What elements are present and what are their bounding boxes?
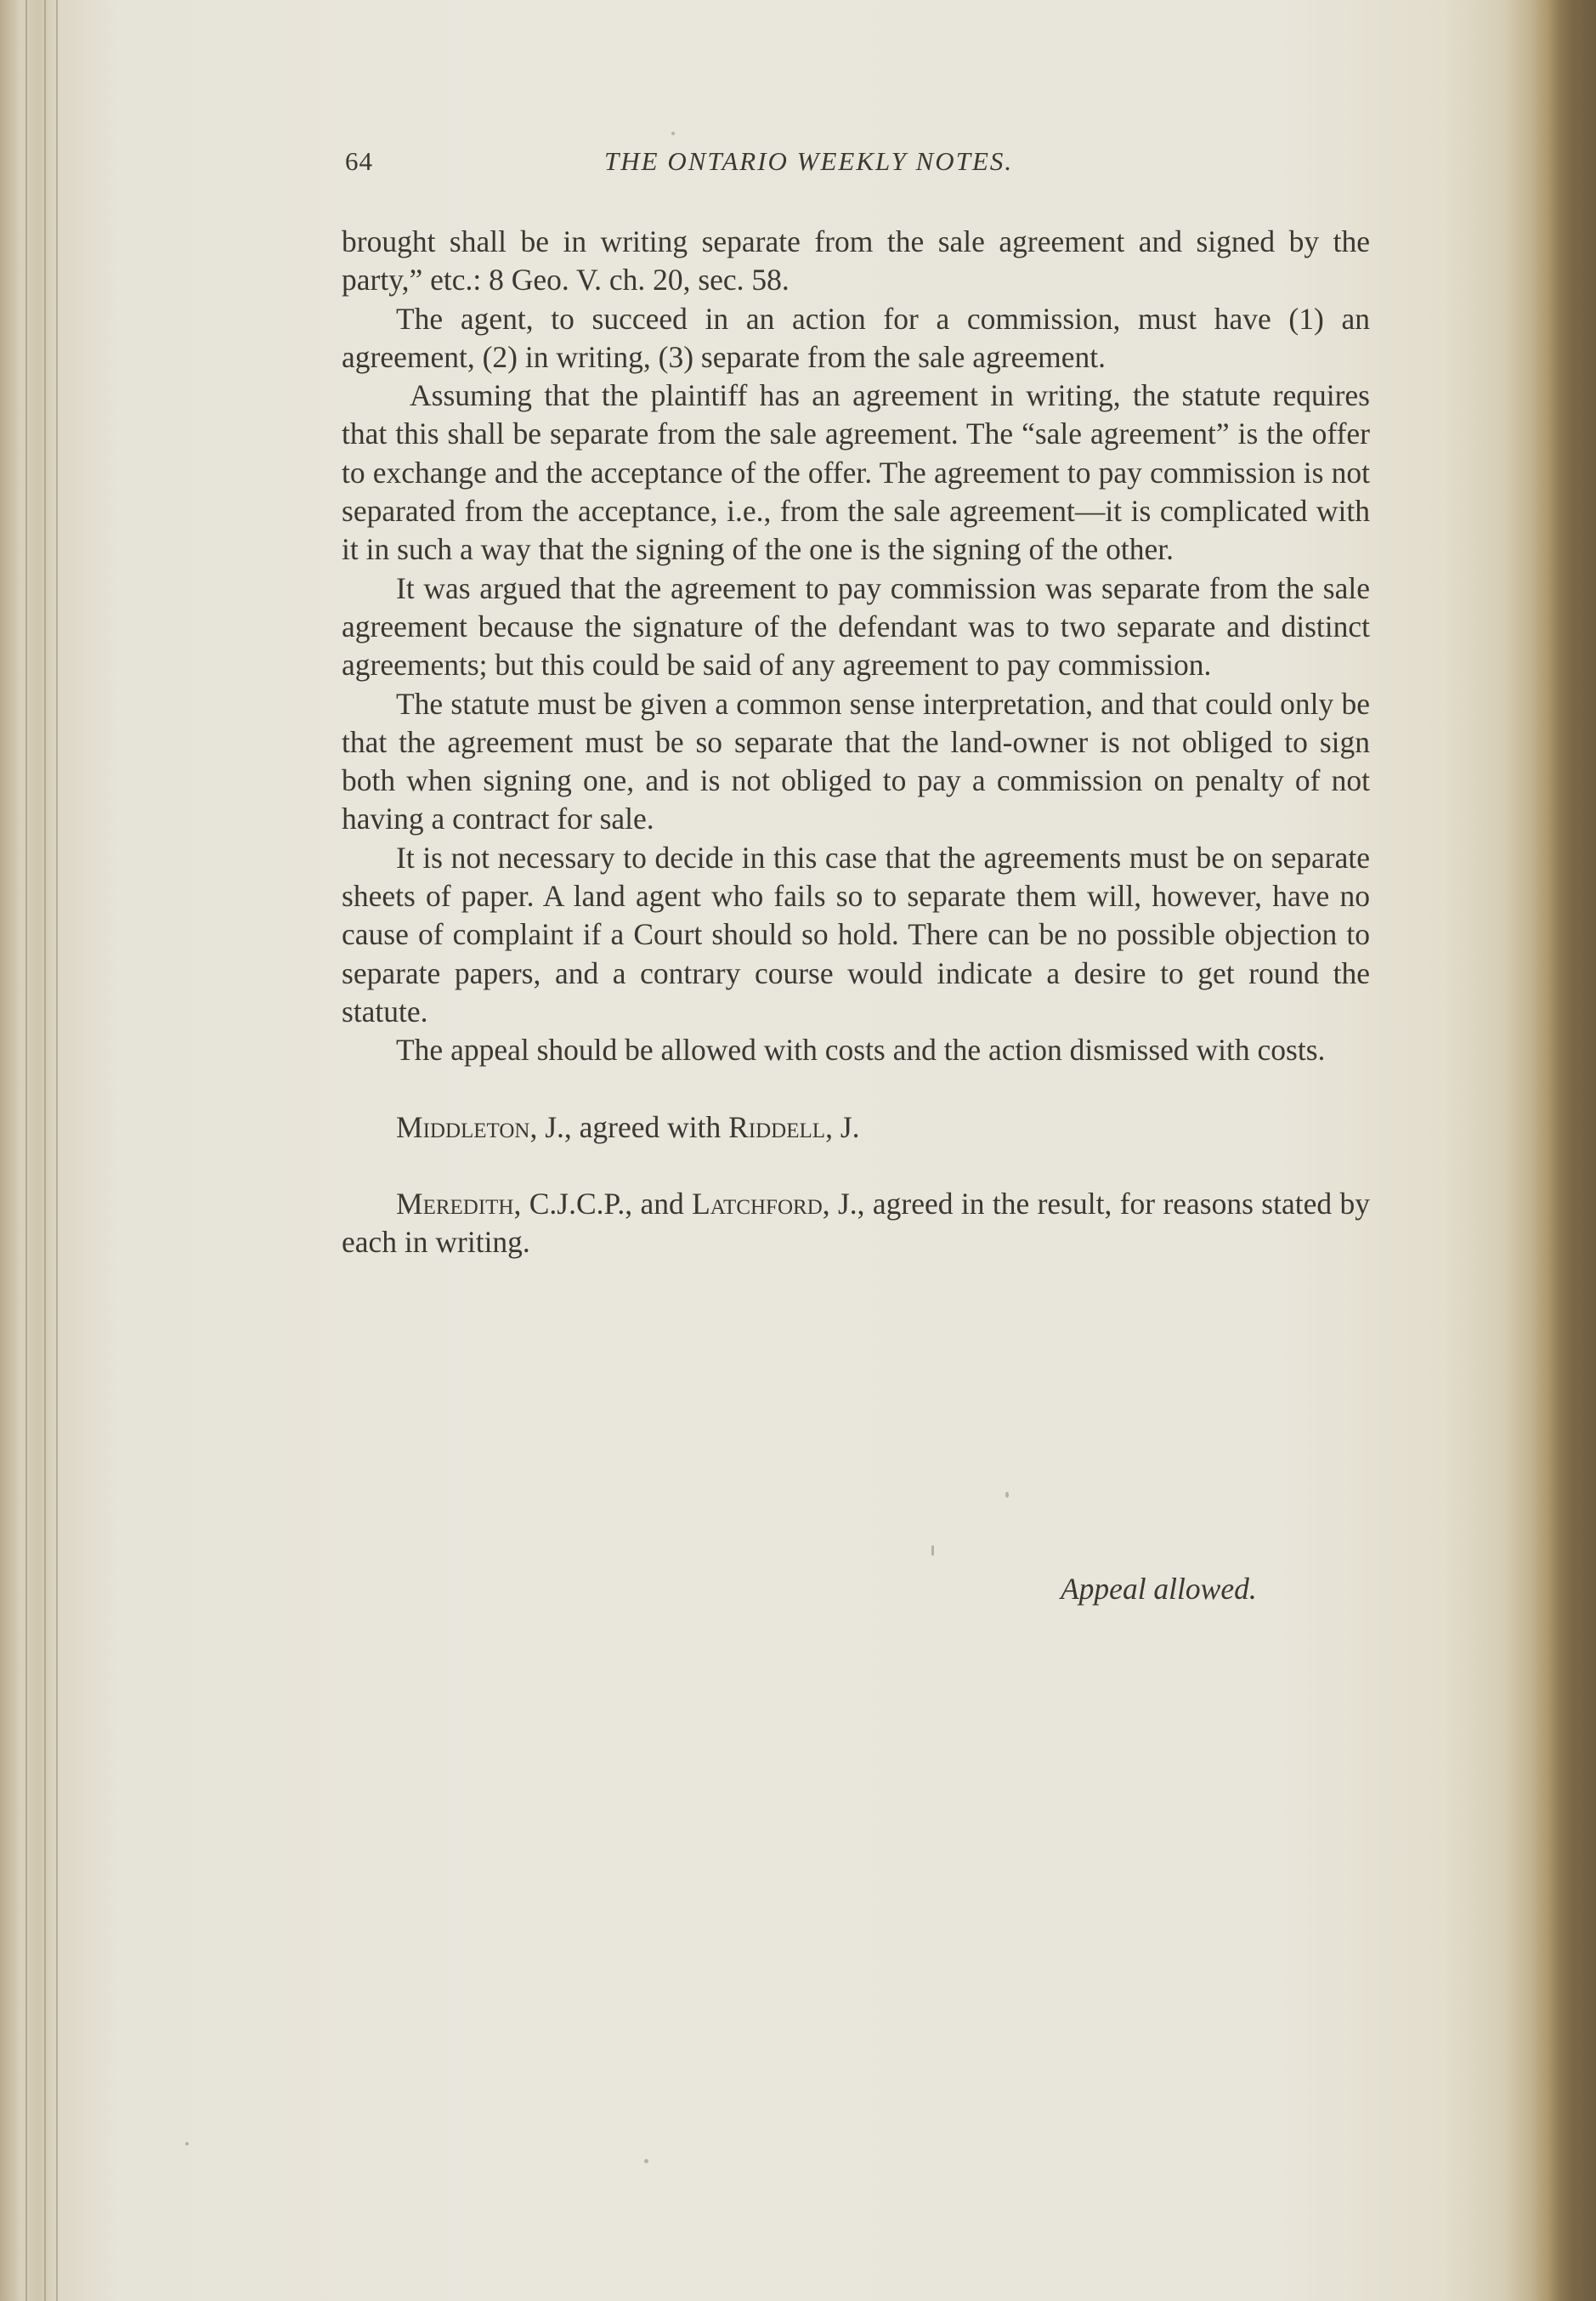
paragraph: The appeal should be allowed with costs and the action dismissed with costs.	[396, 1033, 1326, 1068]
concurrence-paragraph	[342, 1185, 1370, 1262]
paper-speck	[931, 1545, 934, 1556]
paragraph: It is not necessary to decide in this case that the agreements must be on separate sheets of paper. A land agent who fails so to separate them will, however, have no cause of complaint if a Court should so hold. There can be no possible objection to separate papers, and a contrary course would indicate a desire to get round the statute.	[342, 840, 1370, 1029]
body-text	[342, 223, 1370, 1261]
paragraph: brought shall be in writing separate from the sale agreement and signed by the party,” etc.: 8 Geo. V. ch. 20, sec. 58.	[342, 224, 1370, 298]
gutter-line	[44, 0, 46, 2301]
judge-name: Latchford	[692, 1186, 823, 1221]
paper-speck	[185, 2142, 189, 2145]
judge-name: Meredith	[396, 1186, 514, 1221]
gutter-line	[56, 0, 58, 2301]
disposition-signoff: Appeal allowed.	[1061, 1572, 1257, 1606]
paper-speck	[1005, 1492, 1009, 1498]
judge-name: Middleton	[396, 1109, 530, 1144]
paragraph: It was argued that the agreement to pay commission was separate from the sale agreement because the signature of the defendant was to two separate and distinct agreements; but this could be said of any agreement to pay commission.	[342, 570, 1370, 683]
concurrence-text: , J.	[825, 1109, 860, 1144]
page-number: 64	[345, 146, 373, 176]
running-title: THE ONTARIO WEEKLY NOTES.	[604, 146, 1014, 176]
paper-speck	[671, 132, 675, 135]
concurrence-paragraph	[342, 1108, 1370, 1147]
paper-speck	[644, 2159, 648, 2163]
concurrence-text: , C.J.C.P., and	[513, 1186, 693, 1221]
paragraph: Assuming that the plaintiff has an agreement in writing, the statute requires that this shall be separate from the sale agreement. The “sale agreement” is the offer to exchange and the acceptance of the offer. The agreement to pay commission is not separated from the acceptance, i.e., from the sale agreement—it is complicated with it in such a way that the signing of the one is the signing of the other.	[342, 378, 1370, 567]
concurrence-text: , J., agreed with	[529, 1109, 729, 1144]
concurrence-text: , J., agreed in the result, for reasons stated by each in writing.	[342, 1186, 1370, 1260]
paragraph: The statute must be given a common sense interpretation, and that could only be that the agreement must be so separate that the land-owner is not obliged to sign both when signing one, and is not obliged to pay a commission on penalty of not having a contract for sale.	[342, 686, 1370, 836]
gutter-line	[25, 0, 27, 2301]
page-header	[345, 146, 1373, 189]
paragraph: The agent, to succeed in an action for a commission, must have (1) an agreement, (2) in writing, (3) separate from the sale agreement.	[342, 301, 1370, 374]
judge-name: Riddell	[728, 1109, 826, 1144]
